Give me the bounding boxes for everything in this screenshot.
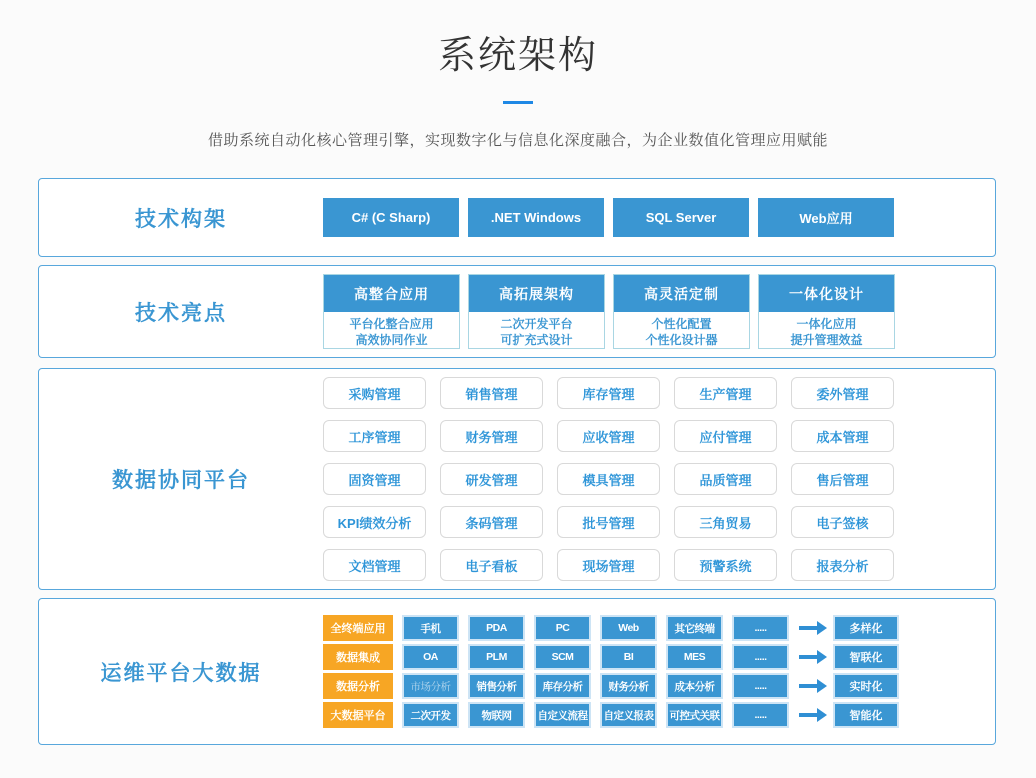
section-bigdata-label: 运维平台大数据	[100, 661, 262, 685]
bigdata-category: 数据分析	[323, 673, 393, 699]
bigdata-result: 实时化	[833, 673, 899, 699]
highlight-card-title: 高整合应用	[324, 275, 459, 312]
module-block: 电子签核	[791, 506, 894, 538]
bigdata-item: 物联网	[468, 702, 525, 728]
module-block: 报表分析	[791, 549, 894, 581]
module-block: 电子看板	[440, 549, 543, 581]
bigdata-item: 可控式关联	[666, 702, 723, 728]
module-block: 条码管理	[440, 506, 543, 538]
bigdata-item: OA	[402, 644, 459, 670]
section-tech-stack-label: 技术构架	[135, 207, 227, 231]
highlight-card	[613, 274, 750, 349]
bigdata-item: 成本分析	[666, 673, 723, 699]
platform-module-grid	[323, 377, 995, 581]
bigdata-item: 手机	[402, 615, 459, 641]
bigdata-row-analysis	[323, 673, 995, 699]
page-subtitle: 借助系统自动化核心管理引擎，实现数字化与信息化深度融合，为企业数值化管理应用赋能	[207, 132, 828, 149]
module-block: 品质管理	[674, 463, 777, 495]
highlight-line: 个性化设计器	[645, 333, 718, 347]
bigdata-item: PDA	[468, 615, 525, 641]
bigdata-item-more: .....	[732, 702, 789, 728]
arrow-right-icon	[798, 702, 828, 728]
bigdata-item: 库存分析	[534, 673, 591, 699]
module-block: 现场管理	[557, 549, 660, 581]
module-block: 工序管理	[323, 420, 426, 452]
bigdata-row-terminals	[323, 615, 995, 641]
bigdata-item: MES	[666, 644, 723, 670]
module-block: 三角贸易	[674, 506, 777, 538]
module-block: 预警系统	[674, 549, 777, 581]
highlight-card	[758, 274, 895, 349]
bigdata-item: 销售分析	[468, 673, 525, 699]
section-highlights-label: 技术亮点	[135, 301, 227, 325]
bigdata-item: 其它终端	[666, 615, 723, 641]
highlight-line: 高效协同作业	[355, 333, 428, 347]
bigdata-item: 自定义流程	[534, 702, 591, 728]
bigdata-row-platform	[323, 702, 995, 728]
module-block: 生产管理	[674, 377, 777, 409]
bigdata-rows	[323, 615, 995, 728]
bigdata-item: 财务分析	[600, 673, 657, 699]
module-block: KPI绩效分析	[323, 506, 426, 538]
bigdata-item-more: .....	[732, 673, 789, 699]
tech-block-sqlserver: SQL Server	[613, 198, 749, 237]
tech-block-dotnet: .NET Windows	[468, 198, 604, 237]
highlight-card-title: 一体化设计	[759, 275, 894, 312]
section-tech-stack	[38, 178, 996, 257]
bigdata-category: 数据集成	[323, 644, 393, 670]
highlight-card-body	[324, 312, 459, 348]
bigdata-item: SCM	[534, 644, 591, 670]
bigdata-category: 全终端应用	[323, 615, 393, 641]
bigdata-item: Web	[600, 615, 657, 641]
module-block: 固资管理	[323, 463, 426, 495]
module-block: 模具管理	[557, 463, 660, 495]
tech-stack-row	[323, 198, 995, 237]
highlight-card-title: 高拓展架构	[469, 275, 604, 312]
highlight-card-title: 高灵活定制	[614, 275, 749, 312]
module-block: 委外管理	[791, 377, 894, 409]
highlight-line: 一体化应用	[796, 317, 857, 331]
highlight-card-body	[614, 312, 749, 348]
arrow-right-icon	[798, 673, 828, 699]
arrow-right-icon	[798, 615, 828, 641]
bigdata-item: 二次开发	[402, 702, 459, 728]
highlight-line: 提升管理效益	[790, 333, 863, 347]
bigdata-result: 智能化	[833, 702, 899, 728]
bigdata-result: 智联化	[833, 644, 899, 670]
tech-block-web: Web应用	[758, 198, 894, 237]
bigdata-item: PC	[534, 615, 591, 641]
bigdata-item: PLM	[468, 644, 525, 670]
section-highlights	[38, 265, 996, 358]
title-underline	[503, 101, 533, 104]
bigdata-item: BI	[600, 644, 657, 670]
bigdata-row-integration	[323, 644, 995, 670]
highlight-line: 可扩充式设计	[500, 333, 573, 347]
module-block: 文档管理	[323, 549, 426, 581]
bigdata-item: 市场分析	[402, 673, 459, 699]
arrow-right-icon	[798, 644, 828, 670]
module-block: 财务管理	[440, 420, 543, 452]
section-bigdata	[38, 598, 996, 745]
highlight-line: 平台化整合应用	[349, 317, 434, 331]
highlights-row	[323, 274, 995, 349]
module-block: 应付管理	[674, 420, 777, 452]
tech-block-csharp: C# (C Sharp)	[323, 198, 459, 237]
module-block: 库存管理	[557, 377, 660, 409]
bigdata-result: 多样化	[833, 615, 899, 641]
module-block: 成本管理	[791, 420, 894, 452]
highlight-card-body	[469, 312, 604, 348]
module-block: 销售管理	[440, 377, 543, 409]
highlight-card	[468, 274, 605, 349]
module-block: 采购管理	[323, 377, 426, 409]
highlight-card	[323, 274, 460, 349]
page-title: 系统架构	[437, 35, 598, 77]
bigdata-category: 大数据平台	[323, 702, 393, 728]
section-platform-label: 数据协同平台	[112, 469, 250, 492]
bigdata-item-more: .....	[732, 615, 789, 641]
highlight-line: 二次开发平台	[500, 317, 573, 331]
module-block: 应收管理	[557, 420, 660, 452]
highlight-card-body	[759, 312, 894, 348]
bigdata-item-more: .....	[732, 644, 789, 670]
module-block: 售后管理	[791, 463, 894, 495]
module-block: 批号管理	[557, 506, 660, 538]
module-block: 研发管理	[440, 463, 543, 495]
bigdata-item: 自定义报表	[600, 702, 657, 728]
highlight-line: 个性化配置	[651, 317, 712, 331]
section-platform	[38, 368, 996, 590]
